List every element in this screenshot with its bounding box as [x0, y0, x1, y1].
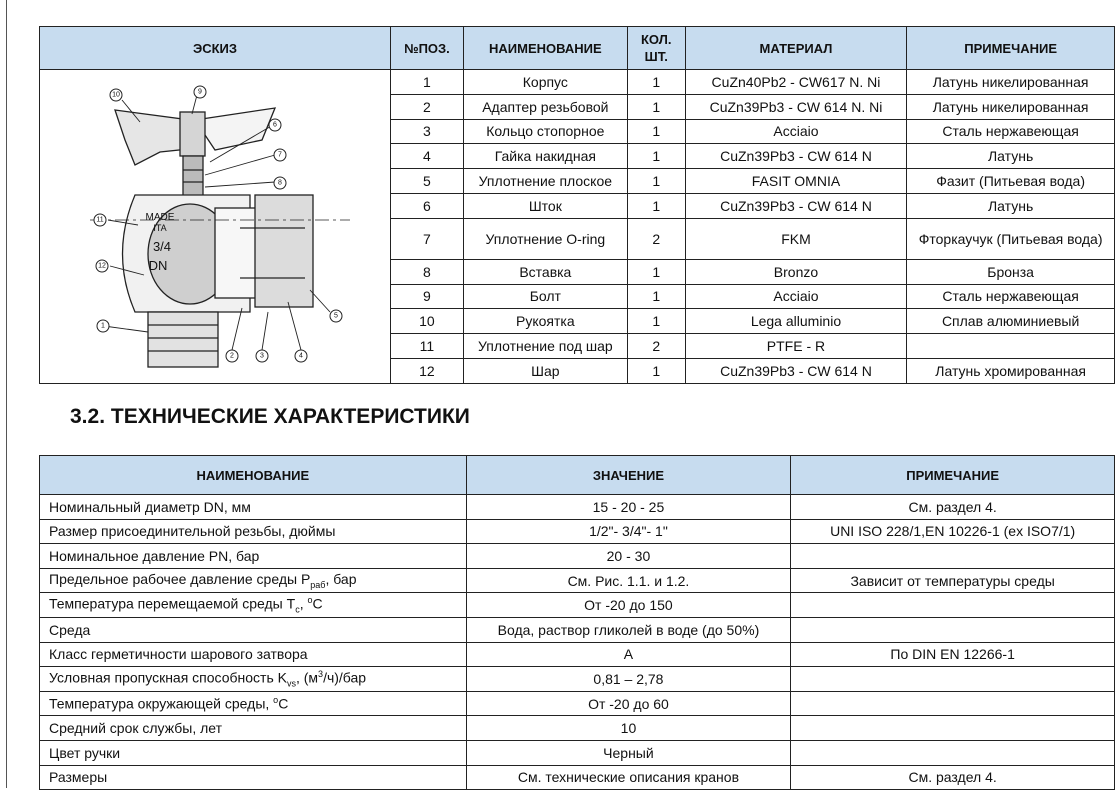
table-row	[40, 765, 1115, 790]
spec-value: 10	[466, 716, 791, 741]
spec-note	[791, 593, 1115, 618]
part-pos: 7	[390, 218, 463, 259]
part-pos: 10	[390, 309, 463, 334]
callout-1-label: 1	[101, 322, 105, 330]
part-qty: 1	[627, 259, 685, 284]
spec-header-name: НАИМЕНОВАНИЕ	[40, 456, 467, 495]
table-row	[40, 544, 1115, 569]
part-note: Сталь нержавеющая	[907, 119, 1115, 144]
spec-value: 20 - 30	[466, 544, 791, 569]
part-name: Корпус	[463, 70, 627, 95]
section-title: 3.2. ТЕХНИЧЕСКИЕ ХАРАКТЕРИСТИКИ	[70, 405, 470, 428]
part-material: PTFE - R	[685, 334, 907, 359]
part-material: Lega alluminio	[685, 309, 907, 334]
spec-name: Цвет ручки	[40, 740, 467, 765]
part-name: Болт	[463, 284, 627, 309]
part-note: Латунь	[907, 193, 1115, 218]
part-pos: 12	[390, 358, 463, 383]
part-material: Acciaio	[685, 284, 907, 309]
spec-note	[791, 667, 1115, 692]
table-row	[40, 617, 1115, 642]
part-note: Сплав алюминиевый	[907, 309, 1115, 334]
part-pos: 1	[390, 70, 463, 95]
part-material: CuZn39Pb3 - CW 614 N. Ni	[685, 94, 907, 119]
part-qty: 1	[627, 193, 685, 218]
table-row	[40, 667, 1115, 692]
part-note	[907, 334, 1115, 359]
callout-11-label: 11	[96, 216, 104, 224]
part-note: Латунь никелированная	[907, 70, 1115, 95]
table-row	[40, 642, 1115, 667]
table-row	[40, 691, 1115, 716]
part-note: Латунь никелированная	[907, 94, 1115, 119]
part-qty: 1	[627, 358, 685, 383]
part-note: Бронза	[907, 259, 1115, 284]
part-qty: 2	[627, 218, 685, 259]
part-name: Уплотнение плоское	[463, 169, 627, 194]
part-material: Bronzo	[685, 259, 907, 284]
header-name: НАИМЕНОВАНИЕ	[463, 27, 627, 70]
part-material: Acciaio	[685, 119, 907, 144]
part-pos: 5	[390, 169, 463, 194]
part-pos: 6	[390, 193, 463, 218]
spec-note	[791, 716, 1115, 741]
header-pos: №ПОЗ.	[390, 27, 463, 70]
part-pos: 3	[390, 119, 463, 144]
part-material: CuZn39Pb3 - CW 614 N	[685, 193, 907, 218]
spec-name: Номинальный диаметр DN, мм	[40, 495, 467, 520]
spec-value: От -20 до 60	[466, 691, 791, 716]
spec-value: Черный	[466, 740, 791, 765]
part-material: FKM	[685, 218, 907, 259]
part-name: Рукоятка	[463, 309, 627, 334]
spec-name: Размеры	[40, 765, 467, 790]
spec-value: 1/2"- 3/4"- 1"	[466, 519, 791, 544]
table-row	[40, 593, 1115, 618]
spec-header-note: ПРИМЕЧАНИЕ	[791, 456, 1115, 495]
part-name: Уплотнение под шар	[463, 334, 627, 359]
table-row	[40, 495, 1115, 520]
spec-value: См. Рис. 1.1. и 1.2.	[466, 568, 791, 593]
spec-header-value: ЗНАЧЕНИЕ	[466, 456, 791, 495]
spec-note: См. раздел 4.	[791, 495, 1115, 520]
spec-header-row	[40, 456, 1115, 495]
spec-note: UNI ISO 228/1,EN 10226-1 (ex ISO7/1)	[791, 519, 1115, 544]
valve-sketch-drawing	[40, 70, 385, 382]
part-qty: 2	[627, 334, 685, 359]
spec-name: Условная пропускная способность $K_{vs}$, $(м^3/ч)$/бар	[40, 667, 467, 692]
header-note: ПРИМЕЧАНИЕ	[907, 27, 1115, 70]
part-qty: 1	[627, 284, 685, 309]
spec-note	[791, 740, 1115, 765]
spec-value: 15 - 20 - 25	[466, 495, 791, 520]
part-pos: 8	[390, 259, 463, 284]
parts-header-row	[40, 27, 1115, 70]
callout-5-label: 5	[334, 312, 338, 320]
body-text-made: MADE	[145, 212, 175, 224]
spec-value: От -20 до 150	[466, 593, 791, 618]
valve-sketch-cell	[40, 70, 391, 384]
part-pos: 4	[390, 144, 463, 169]
callout-2-label: 2	[230, 352, 234, 360]
part-name: Уплотнение O-ring	[463, 218, 627, 259]
callout-4-label: 4	[299, 352, 303, 360]
part-note: Латунь	[907, 144, 1115, 169]
spec-name: Номинальное давление PN, бар	[40, 544, 467, 569]
page-edge	[6, 0, 7, 788]
part-material: CuZn39Pb3 - CW 614 N	[685, 358, 907, 383]
spec-note	[791, 544, 1115, 569]
part-material: CuZn39Pb3 - CW 614 N	[685, 144, 907, 169]
part-name: Шток	[463, 193, 627, 218]
callout-9-label: 9	[198, 88, 202, 96]
spec-name: Температура окружающей среды, $^o$C	[40, 691, 467, 716]
header-material: МАТЕРИАЛ	[685, 27, 907, 70]
spec-name: Температура перемещаемой среды $T_c$, $^o$C	[40, 593, 467, 618]
spec-value: A	[466, 642, 791, 667]
spec-name: Среда	[40, 617, 467, 642]
spec-name: Средний срок службы, лет	[40, 716, 467, 741]
spec-name: Предельное рабочее давление среды $P_{раб}$, бар	[40, 568, 467, 593]
callout-6-label: 6	[273, 121, 277, 129]
table-row	[40, 70, 1115, 95]
part-qty: 1	[627, 144, 685, 169]
header-sketch: ЭСКИЗ	[40, 27, 391, 70]
callout-12-label: 12	[98, 262, 106, 270]
part-qty: 1	[627, 309, 685, 334]
spec-name: Размер присоединительной резьбы, дюймы	[40, 519, 467, 544]
callout-7-label: 7	[278, 151, 282, 159]
part-name: Кольцо стопорное	[463, 119, 627, 144]
header-qty: КОЛ. ШТ.	[627, 27, 685, 70]
part-name: Вставка	[463, 259, 627, 284]
callout-3-label: 3	[260, 352, 264, 360]
parts-table	[39, 26, 1115, 384]
spec-note	[791, 691, 1115, 716]
spec-note: Зависит от температуры среды	[791, 568, 1115, 593]
table-row	[40, 568, 1115, 593]
spec-value: См. технические описания кранов	[466, 765, 791, 790]
callout-10-label: 10	[112, 91, 120, 99]
spec-name: Класс герметичности шарового затвора	[40, 642, 467, 667]
spec-note: По DIN EN 12266-1	[791, 642, 1115, 667]
part-note: Сталь нержавеющая	[907, 284, 1115, 309]
part-note: Латунь хромированная	[907, 358, 1115, 383]
part-material: CuZn40Pb2 - CW617 N. Ni	[685, 70, 907, 95]
body-text-dn: DN	[148, 258, 168, 274]
table-row	[40, 519, 1115, 544]
part-qty: 1	[627, 94, 685, 119]
spec-value: Вода, раствор гликолей в воде (до 50%)	[466, 617, 791, 642]
part-note: Фазит (Питьевая вода)	[907, 169, 1115, 194]
spec-table	[39, 455, 1115, 790]
part-name: Гайка накидная	[463, 144, 627, 169]
part-note: Фторкаучук (Питьевая вода)	[907, 218, 1115, 259]
spec-note: См. раздел 4.	[791, 765, 1115, 790]
part-qty: 1	[627, 169, 685, 194]
part-material: FASIT OMNIA	[685, 169, 907, 194]
table-row	[40, 716, 1115, 741]
part-qty: 1	[627, 70, 685, 95]
part-pos: 11	[390, 334, 463, 359]
body-text-ita: ITA	[153, 223, 167, 234]
spec-note	[791, 617, 1115, 642]
body-text-size: 3/4	[152, 239, 172, 255]
part-pos: 9	[390, 284, 463, 309]
callout-8-label: 8	[278, 179, 282, 187]
part-pos: 2	[390, 94, 463, 119]
part-name: Шар	[463, 358, 627, 383]
part-qty: 1	[627, 119, 685, 144]
part-name: Адаптер резьбовой	[463, 94, 627, 119]
spec-value: 0,81 – 2,78	[466, 667, 791, 692]
table-row	[40, 740, 1115, 765]
